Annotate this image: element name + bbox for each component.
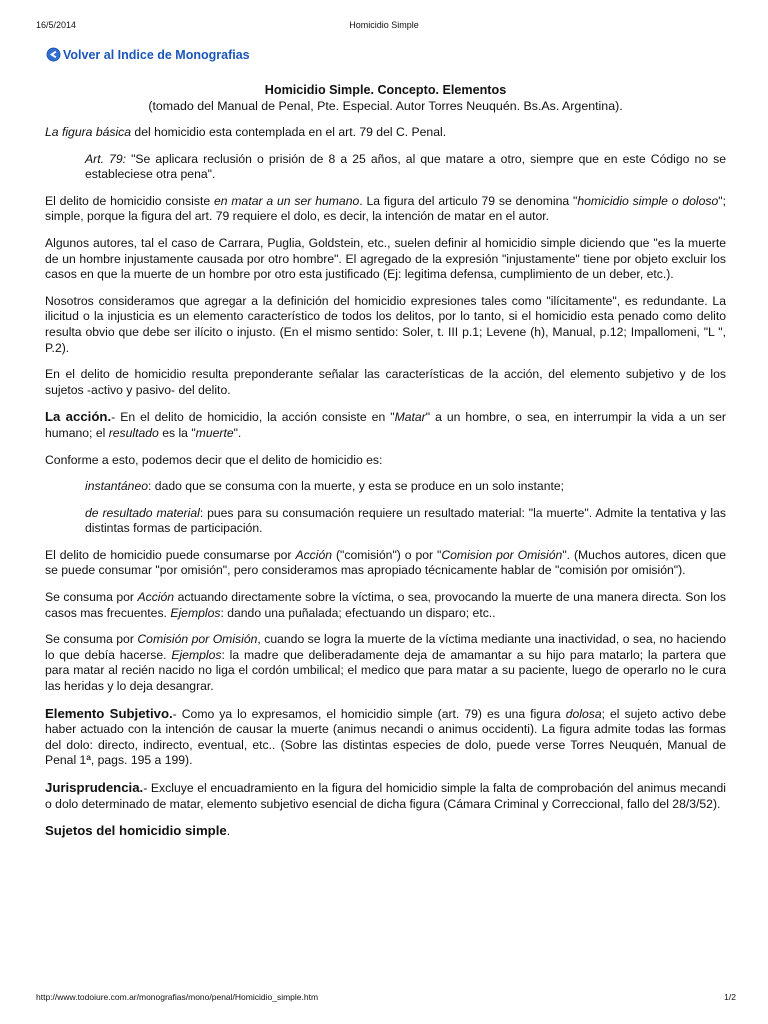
paragraph-text: . La figura del articulo 79 se denomina " (359, 193, 578, 208)
section-heading: Jurisprudencia. (45, 780, 144, 795)
paragraph-text: El delito de homicidio puede consumarse por (45, 547, 296, 562)
emphasis-text: Comision por Omisión (441, 547, 563, 562)
emphasis-text: muerte (195, 425, 234, 440)
emphasis-text: Matar (394, 410, 426, 425)
paragraph-consumacion (45, 548, 726, 579)
paragraph-sujetos (45, 823, 726, 840)
paragraph-text: : dando una puñalada; efectuando un disparo; etc.. (220, 605, 496, 620)
paragraph-autores: Algunos autores, tal el caso de Carrara, Puglia, Goldstein, etc., suelen definir al homicidio simple diciendo que "es la muerte de un hombre injustamente causada por otro hombre". El agregado de la expresión "injustamente" tiene por objeto excluir los casos en que la muerte de un hombre por otro esta justificado (Ej: legitima defensa, cumplimiento de un deber, etc.). (45, 235, 726, 282)
paragraph-por-accion (45, 590, 726, 621)
paragraph-accion (45, 409, 726, 441)
paragraph-caracteristicas: En el delito de homicidio resulta preponderante señalar las características de la acción, del elemento subjetivo y de los sujetos -activo y pasivo- del delito. (45, 367, 726, 397)
quote-art-79 (85, 152, 726, 183)
emphasis-text: Acción (137, 590, 175, 605)
section-heading: La acción. (45, 409, 112, 425)
paragraph-text: . (226, 824, 231, 839)
print-footer-url: http://www.todoiure.com.ar/monografias/mono/penal/Homicidio_simple.htm (36, 992, 319, 1002)
section-heading: Elemento Subjetivo. (45, 705, 173, 721)
paragraph-text: es la " (158, 425, 196, 440)
paragraph-text: actuando directamente sobre la víctima, o sea, provocando la muerte de una manera directa. Son los casos mas frecuentes. (45, 590, 726, 620)
back-to-index-link-container[interactable] (46, 47, 250, 62)
paragraph-conforme: Conforme a esto, podemos decir que el delito de homicidio es: (45, 452, 383, 467)
paragraph-text: ; el sujeto activo debe haber actuado con la intención de causar la muerte (animus necandi o animus occidenti). La figura admite todas las formas del dolo: directo, indirecto, eventual, etc.. (Sobre las distintas especies de dolo, puede verse Torres Neuquén, Manual de Penal 1ª, pags. 195 a 199). (45, 706, 727, 768)
emphasis-text: Ejemplos (171, 647, 222, 662)
print-header-date: 16/5/2014 (36, 20, 77, 30)
document-title: Homicidio Simple. Concepto. Elementos (264, 83, 507, 97)
back-arrow-icon[interactable] (46, 47, 61, 62)
emphasis-text: homicidio simple o doloso (577, 193, 719, 208)
back-to-index-link[interactable]: Volver al Indice de Monografias (63, 47, 250, 62)
paragraph-redundancia: Nosotros consideramos que agregar a la definición del homicidio expresiones tales como "ilícitamente", es redundante. La ilicitud o la injusticia es un elemento característico de todos los delitos, por lo tanto, si el homicidio esta penado como delito resulta obvio que debe ser ilícito o injusto. (En el mismo sentido: Soler, t. III p.1; Levene (h), Manual, p.12; Impallomeni, "L ", P.2). (45, 293, 726, 355)
emphasis-text: resultado (108, 425, 159, 440)
paragraph-text: Se consuma por (45, 590, 138, 605)
emphasis-text: Ejemplos (170, 605, 221, 620)
emphasis-text: Acción (295, 547, 333, 562)
document-body (45, 82, 726, 851)
paragraph-figura-basica (45, 125, 726, 141)
emphasis-text: La figura básica (45, 125, 132, 139)
emphasis-text: instantáneo (85, 479, 149, 494)
paragraph-text: "Se aplicara reclusión o prisión de 8 a 25 años, al que matare a otro, siempre que en este Código no se estableciese otra pena". (85, 151, 726, 182)
paragraph-text: " a un hombre, o sea, en interrumpir la vida a un ser humano; el (45, 410, 726, 440)
paragraph-text: - En el delito de homicidio, la acción consiste en " (111, 410, 395, 425)
paragraph-text: ". (233, 425, 242, 440)
section-heading: Sujetos del homicidio simple (45, 823, 227, 839)
paragraph-definicion (45, 194, 726, 225)
emphasis-text: de resultado material (85, 505, 200, 520)
emphasis-text: dolosa (565, 706, 602, 721)
paragraph-text: ("comisión") o por " (332, 547, 442, 562)
paragraph-text: - Como ya lo expresamos, el homicidio simple (art. 79) es una figura (172, 706, 566, 721)
paragraph-text: del homicidio esta contemplada en el art. 79 del C. Penal. (131, 125, 447, 139)
item-resultado-material (85, 506, 726, 537)
document-subtitle: (tomado del Manual de Penal, Pte. Especial. Autor Torres Neuquén. Bs.As. Argentina). (148, 99, 623, 113)
paragraph-text: , cuando se logra la muerte de la víctima mediante una inactividad, o sea, no haciendo lo que debía hacerse. (45, 632, 726, 662)
paragraph-text: "; simple, porque la figura del art. 79 requiere el dolo, es decir, la intención de matar en el autor. (45, 193, 727, 224)
print-header-title: Homicidio Simple (349, 20, 419, 30)
paragraph-text: El delito de homicidio consiste (45, 193, 214, 208)
paragraph-text: : dado que se consuma con la muerte, y esta se produce en un solo instante; (148, 479, 565, 494)
print-footer-page-number: 1/2 (724, 992, 736, 1002)
emphasis-text: en matar a un ser humano (213, 193, 360, 208)
emphasis-text: Comisión por Omisión (137, 632, 258, 647)
paragraph-elemento-subjetivo (45, 706, 726, 769)
paragraph-text: : la madre que deliberadamente deja de amamantar a su hijo para matarlo; la partera que para matar al recién nacido no liga el cordón umbilical; el medico que para matar a su paciente, luego de operarlo no le cura las heridas y lo deja desangrar. (45, 647, 726, 694)
paragraph-jurisprudencia (45, 780, 726, 812)
paragraph-por-omision (45, 632, 726, 694)
item-instantaneo (85, 479, 726, 495)
paragraph-text: Se consuma por (45, 632, 138, 647)
emphasis-text: Art. 79: (85, 151, 126, 166)
paragraph-text: ". (Muchos autores, dicen que se puede consumar "por omisión", pero consideramos mas apropiado técnicamente hablar de "comisión por omisión"). (45, 547, 727, 578)
paragraph-text: - Excluye el encuadramiento en la figura del homicidio simple la falta de comprobación del animus mecandi o dolo determinado de matar, elemento subjetivo esencial de dicha figura (Cámara Criminal y Correccional, fallo del 28/3/52). (45, 781, 726, 811)
paragraph-text: : pues para su consumación requiere un resultado material: "la muerte". Admite la tentativa y las distintas formas de participación. (85, 505, 727, 536)
